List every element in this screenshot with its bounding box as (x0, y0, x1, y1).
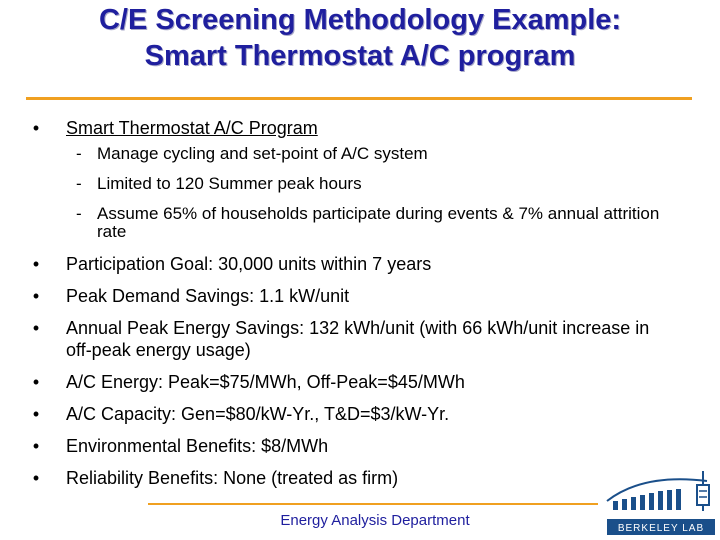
title-line-2: Smart Thermostat A/C program (144, 40, 576, 72)
bullet-text-program: Smart Thermostat A/C Program (66, 118, 318, 138)
dash-marker: - (76, 174, 82, 193)
bullet-marker: • (32, 254, 40, 274)
berkeley-lab-logo (603, 467, 715, 539)
bullet-list (28, 115, 678, 489)
bullet-item (28, 317, 678, 361)
dash-marker: - (76, 144, 82, 163)
bullet-item (28, 285, 678, 307)
dash-marker: - (76, 204, 82, 223)
bullet-text: Participation Goal: 30,000 units within 7 years (66, 254, 432, 274)
bullet-marker: • (32, 118, 40, 138)
bullet-marker: • (32, 372, 40, 392)
bullet-marker: • (32, 468, 40, 488)
sub-bullet-text: Limited to 120 Summer peak hours (97, 174, 362, 193)
sub-bullet-item (28, 145, 678, 163)
bullet-text: Reliability Benefits: None (treated as firm) (66, 468, 399, 488)
bullet-marker: • (32, 404, 40, 424)
bullet-marker: • (32, 436, 40, 456)
title-divider (26, 97, 692, 100)
bullet-text: Annual Peak Energy Savings: 132 kWh/unit (with 66 kWh/unit increase in off-peak energy usage) (66, 318, 650, 360)
sub-bullet-item (28, 175, 678, 193)
title-line-1: C/E Screening Methodology Example: (98, 4, 622, 36)
bullet-text: A/C Energy: Peak=$75/MWh, Off-Peak=$45/MWh (66, 372, 465, 392)
sub-bullet-item (28, 205, 678, 241)
bullet-text: A/C Capacity: Gen=$80/kW-Yr., T&D=$3/kW-Yr. (66, 404, 450, 424)
bullet-item (28, 467, 678, 489)
footer-department: Energy Analysis Department (280, 512, 470, 529)
bullet-marker: • (32, 318, 40, 338)
footer-divider (148, 503, 598, 505)
bullet-item (28, 403, 678, 425)
sub-bullet-text: Assume 65% of households participate during events & 7% annual attrition rate (97, 204, 660, 241)
slide-title (0, 2, 720, 74)
bullet-marker: • (32, 286, 40, 306)
sub-bullet-text: Manage cycling and set-point of A/C system (97, 144, 428, 163)
bullet-item (28, 371, 678, 393)
bullet-text: Environmental Benefits: $8/MWh (66, 436, 329, 456)
bullet-item (28, 253, 678, 275)
logo-text: BERKELEY LAB (617, 523, 705, 534)
bullet-item (28, 115, 678, 141)
bullet-item (28, 435, 678, 457)
bullet-text: Peak Demand Savings: 1.1 kW/unit (66, 286, 350, 306)
